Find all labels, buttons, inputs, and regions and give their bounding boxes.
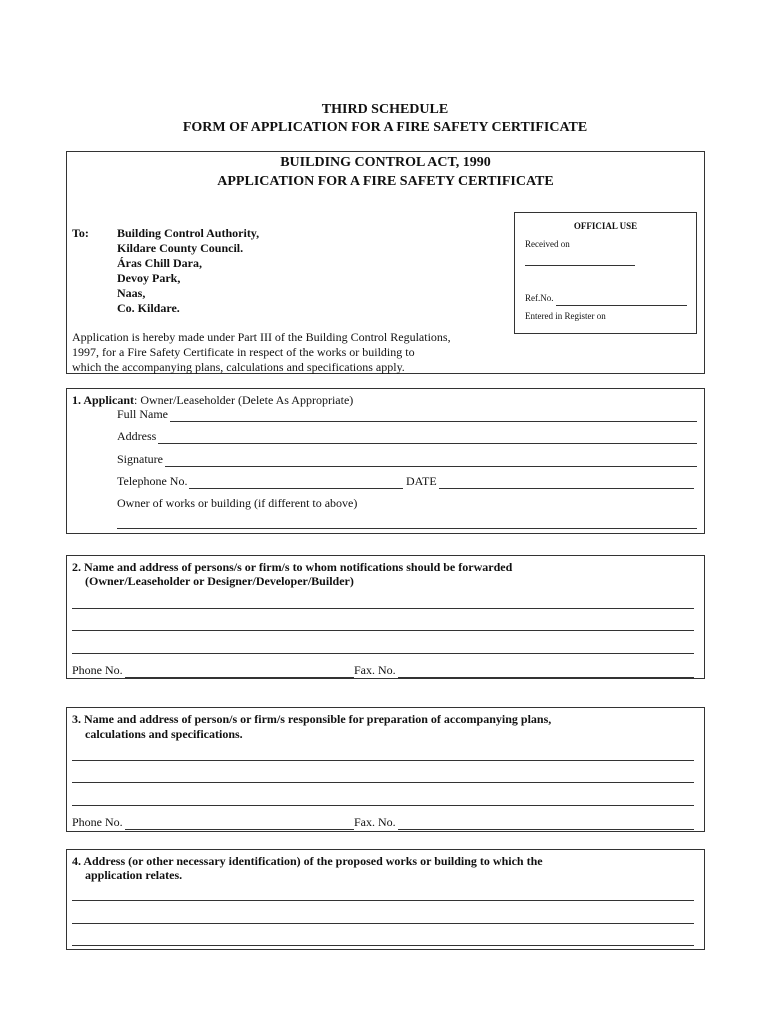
address-field[interactable] <box>117 429 697 444</box>
application-header-box <box>66 151 705 374</box>
official-use-box <box>514 212 697 334</box>
intro-line: Application is hereby made under Part III of the Building Control Regulations, <box>72 330 451 344</box>
section4-subheading: application relates. <box>85 868 183 882</box>
works-line-2[interactable] <box>72 923 694 924</box>
form-title: FORM OF APPLICATION FOR A FIRE SAFETY CERTIFICATE <box>182 120 588 135</box>
phone-field-2[interactable] <box>72 663 354 678</box>
notify-line-2[interactable] <box>72 630 694 631</box>
ref-no-label: Ref.No. <box>525 293 554 303</box>
act-title: BUILDING CONTROL ACT, 1990 <box>280 155 491 170</box>
entered-register-label: Entered in Register on <box>525 311 606 321</box>
section1-heading-bold: 1. Applicant <box>72 393 135 407</box>
fax-line <box>398 667 694 678</box>
official-use-title: OFFICIAL USE <box>573 221 638 231</box>
date-field[interactable] <box>406 474 694 489</box>
section-applicant <box>66 388 705 534</box>
address-line: Áras Chill Dara, <box>117 256 202 270</box>
section4-heading: 4. Address (or other necessary identification) of the proposed works or building to which the <box>72 854 543 868</box>
full-name-label: Full Name <box>117 407 168 421</box>
date-label: DATE <box>406 474 437 488</box>
section-works-address <box>66 849 705 950</box>
address-line <box>158 433 697 444</box>
signature-line <box>165 456 697 467</box>
phone-line <box>125 819 354 830</box>
intro-line: which the accompanying plans, calculations and specifications apply. <box>72 360 405 374</box>
received-on-line[interactable] <box>525 265 635 266</box>
section3-heading: 3. Name and address of person/s or firm/s responsible for preparation of accompanying plans, <box>72 712 552 726</box>
received-on-label: Received on <box>525 239 570 249</box>
telephone-label: Telephone No. <box>117 474 188 488</box>
signature-label: Signature <box>117 452 163 466</box>
telephone-field[interactable] <box>117 474 403 489</box>
preparer-line-1[interactable] <box>72 760 694 761</box>
signature-field[interactable] <box>117 452 697 467</box>
works-line-3[interactable] <box>72 945 694 946</box>
section2-heading: 2. Name and address of persons/s or firm/s to whom notifications should be forwarded <box>72 560 513 574</box>
address-line: Co. Kildare. <box>117 301 180 315</box>
section1-heading-rest: : Owner/Leaseholder (Delete As Appropriate) <box>134 393 354 407</box>
fax-field-3[interactable] <box>354 815 694 830</box>
section-plans-preparer <box>66 707 705 832</box>
preparer-line-3[interactable] <box>72 805 694 806</box>
phone-field-3[interactable] <box>72 815 354 830</box>
phone-label: Phone No. <box>72 663 123 677</box>
owner-line[interactable] <box>117 528 697 529</box>
notify-line-1[interactable] <box>72 608 694 609</box>
ref-no-line <box>556 297 688 306</box>
authority-address <box>117 226 259 316</box>
full-name-field[interactable] <box>117 407 697 422</box>
section1-heading <box>72 393 353 408</box>
phone-line <box>125 667 354 678</box>
schedule-title: THIRD SCHEDULE <box>321 102 449 117</box>
ref-no-field[interactable] <box>525 291 687 306</box>
fax-label: Fax. No. <box>354 815 396 829</box>
address-line: Devoy Park, <box>117 271 181 285</box>
application-title: APPLICATION FOR A FIRE SAFETY CERTIFICATE <box>217 174 554 189</box>
notify-line-3[interactable] <box>72 653 694 654</box>
fax-field-2[interactable] <box>354 663 694 678</box>
address-label: Address <box>117 429 157 443</box>
telephone-line <box>189 478 403 489</box>
phone-label: Phone No. <box>72 815 123 829</box>
preparer-line-2[interactable] <box>72 782 694 783</box>
section-notifications <box>66 555 705 679</box>
address-line: Building Control Authority, <box>117 226 260 240</box>
date-line <box>439 478 694 489</box>
intro-text <box>72 330 451 375</box>
to-label: To: <box>72 226 89 240</box>
works-line-1[interactable] <box>72 900 694 901</box>
full-name-line <box>170 411 697 422</box>
owner-label: Owner of works or building (if different to above) <box>117 496 358 510</box>
address-line: Naas, <box>117 286 146 300</box>
section3-subheading: calculations and specifications. <box>85 727 243 741</box>
fax-line <box>398 819 694 830</box>
fax-label: Fax. No. <box>354 663 396 677</box>
address-line: Kildare County Council. <box>117 241 244 255</box>
intro-line: 1997, for a Fire Safety Certificate in respect of the works or building to <box>72 345 415 359</box>
section2-subheading: (Owner/Leaseholder or Designer/Developer/Builder) <box>85 574 354 588</box>
